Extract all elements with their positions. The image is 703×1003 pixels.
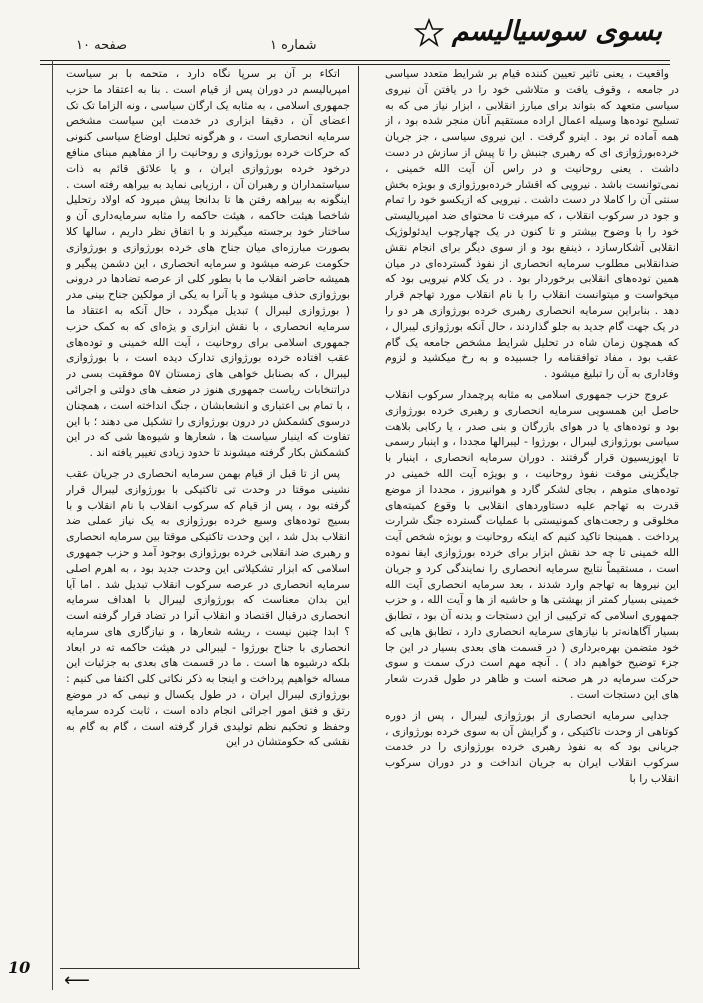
column-left	[66, 66, 350, 967]
column-right	[385, 66, 679, 967]
star-icon	[414, 18, 444, 48]
paragraph: عروج حزب جمهوری اسلامی به مثابه پرچمدار سرکوب انقلاب حاصل این همسویی سرمایه انحصاری و رهبری خرده بورژوازی بود و توده‌های یا در هوای بازرگان و بنی صدر ، یا رکابی بلاهت سیاسی بورژوازی لیبرال ، بورژوا - لیبرالها مجددا ، و اینبار رسمی تا اپوزیسیون قرار گرفتند . دوران سرمایه انحصاری ، اینبار با جایگزینی موقت نفوذ روحانیت ، و بویژه آیت الله خمینی در توده‌های متوهم ، بجای لشکر گارد و هوانیروز ، مجددا از موضع قدرت به تهاجم عليه دستاوردهای انقلابی با وقوع کمیته‌های مخلوقی و رجعت‌های کمونیستی با عملیات گسترده جنگ شرارت پرداخت . همینجا تاکید کنیم که اینکه روحانیت و بویژه شخص آیت الله خمینی تا چه حد نقش ابزار برای خرده بورژوازی ایفا نموده است ، مستقیماً نتایج سرمایه انحصاری را نمایندگی کرد و جریان این نیروها به تهاجم وارد شدند ، بعد سرمایه انحصاری آیت الله خمینی بسیار کمتر از بهشتی ها و حاشیه از ها و آیت الله ، و حزب جمهوری اسلامی که ترکیبی از این دستجات و بدنه آن بود ، تطابق بسیار آگاهانه‌تر با نیازهای سرمایه انحصاری دارد ، تطابق هایی که خود متضمن بهره‌برداری ( در قسمت های بعدی بسیار در این جا جزء توضیح خواهیم داد ) . آنچه مهم است درک سمت و سوی حرکت سرمایه در هر صحنه است و ظاهر در طول قدرت شعار های این دستجات است .	[385, 387, 679, 702]
paragraph: جدایی سرمایه انحصاری از بورژوازی لیبرال ، پس از دوره کوتاهی از وحدت تاکتیکی ، و گرایش آن به سوی خرده بورژوازی ، جریانی بود که به نفوذ رهبری خرده بورژوازی را در خدمت سرکوب انقلاب ایران به جریان انداخت و در دوران سرکوب انقلاب را با	[385, 708, 679, 786]
page-number: 10	[8, 958, 31, 977]
page-header	[40, 12, 670, 60]
paragraph: اتکاء بر آن بر سرپا نگاه دارد ، متحمه با بر سیاست امپریالیسم در دوران پس از قیام است . بنا به اعتقاد ما حزب جمهوری اسلامی ، به مثابه یک ارگان سیاسی ، ونه الزاما تک تک اعضای آن ، دقیقا ابزاری در خدمت این سیاست مشخص سرمایه انحصاری است ، و هرگونه تحلیل اوضاع سیاسی کنونی که حرکات خرده بورژوازی و روحانیت را از مفاهیم مبنای منافع درخود خرده بورژوازی ایران ، و یا علائق قائم به ذات سیاستمداران و رهبران آن ، ارزیابی نماید به بیراهه رفته است . اینگونه به بیراهه رفتن ها تا بدانجا پیش میرود که اولاد رتحلیل شاخصا هیئت حاکمه ، هیئت حاکمه را مثابه سرمایه‌داری آن و ساختار خود برجسته میگیرند و با اتفاق نظر داریم ، سالها کلا بصورت مبارزه‌ای میان جناح های خرده بورژوازی و بورژوازی حکومت عرضه میشود و سرمایه انحصاری ، این دشمن پیگیر و همیشه حاضر انقلاب ما با بطور کلی از عرصه تضادها در درونی بورژوازی حذف میشود و یا آنرا به یکی از مولکین جناح بینی مدر ( بورژوازی لیبرال ) تبدیل میگردد ، حال آنکه به اعتقاد ما سرمایه انحصاری ، با نقش ابزاری و یژه‌ای که به کمک حزب جمهوری اسلامی برای روحانیت ، آیت الله خمینی و توده‌های عقب افتاده خرده بورژوازی تدارک دیده است ، با بورژوازی لیبرال ، که بصنابل خواهی های زمستان ۵۷ موفقیت بسی در دراتنخابات ریاست جمهوری هنوز در ضعف های دولتی و اجرائی ، با تمام بی اعتباری و انشعابشان ، جنگ انداخته است ، همچنان درسوی کشمکش در درون بورژوازی را تشکیل می دهند ؛ با این تفاوت که اینبار سیاست ها ، شعارها و شیوه‌ها شی که در این کشمکش بکار گرفته میشوند تا حدود زیادی تغییر یافته اند .	[66, 67, 350, 460]
publication-logo: بسوی سوسیالیسم	[451, 16, 662, 47]
footer-rule	[60, 968, 360, 969]
header-rule-bottom	[40, 64, 670, 65]
margin-line	[52, 60, 53, 990]
paragraph: واقعیت ، یعنی تاثیر تعیین کننده قیام بر شرایط متعدد سیاسی در جامعه ، وقوف یافت و متلاشی خود را در یافتن آن نیروی سیاسی متعهد که بتواند برای مبارز انقلابی ، ابزار نیاز می که به تسلیح توده‌ها وسیله اعمال اراده مستقیم آنان منجر شده بود ، از همه آماده تر بود . اینرو گرفت . این نیروی سیاسی ، جز جریان خرده‌بورژوازی ای که رهبری جنبش را تا پیش از سازش در دست داشت . یعنی روحانیت و در راس آن آیت الله خمینی ، نمی‌توانست باشد . نیرویی که اقشار خرده‌بورژوازی و بویژه بخش سنتی آن را کاملا در دست داشت . نیرویی که ازیکسو خود را تمام و جود در سرکوب انقلاب ، که میرفت تا محتوای ضد امپریالیستی خود را با وضوح بیشتر و تا کنون در یک چهارچوب ایدئولوژیک انقلابی آشکارسازد ، ذینفع بود و از سوی دیگر برای انجام نقش ضدانقلابی مطلوب سرمایه انحصاری از نفوذ گسترده‌ای در میان همین توده‌های انقلابی برخوردار بود . در یک کلام نیرویی بود که میخواست و میتوانست انقلاب را با نام انقلاب مورد تهاجم قرار دهد . بنابراین سرمایه انحصاری رهبری خرده بورژوازی هر دو را در یک جهت گام جدید به جلو گذاردند ، حال آنکه بورژوازی لیبرال ، که همچون زمان شاه در تحلیل شرایط مشخص جامعه یک گام عقب بود ، مفاد توافقنامه را جسبیده و به رخ میکشید و لزوم وفاداری به آن را تبلیغ میشود .	[385, 67, 679, 381]
paragraph: پس از تا قبل از قیام بهمن سرمایه انحصاری در جریان عقب نشینی موقتا در وحدت تی تاکتیکی با بورژوازی لیبرال قرار گرفته بود ، پس از قیام که سرکوب انقلاب با نام انقلاب و با بسیج توده‌های وسیع خرده بورژوازی به یک نیاز عملی ضد انقلاب بدل شد ، این وحدت تاکتیکی موقتا بین سرمایه انحصاری و رهبری ضد انقلابی خرده بورژوازی بوجود آمد و حزب جمهوری اسلامی که ابزار تشکیلاتی این وحدت جدید بود ، به اهرم اصلی سرمایه انحصاری در عرصه سرکوب انقلاب تبدیل شد . اما آیا این بدان معناست که بورژوازی لیبرال با اهداف سرمایه انحصاری درقبال اقتصاد و انقلاب آنرا در تضاد قرار گرفته است ؟ ابدا چنین نیست ، ریشه شعارها ، و نیازگاری های سرمایه انحصاری با جناح بورژوا - لیبرالی در هیئت حاکمه ته در ابعاد بلکه درشیوه ها است . ما در قسمت های بعدی به جزئیات این مساله خواهیم پرداخت و اینجا به ذکر نکاتی کلی اکتفا می کنیم : بورژوازی لیبرال ایران ، در طول یکسال و نیمی که در موضع رتق و فتق امور اجرائی انجام داده است ، ثابت کرده سرمایه وحفظ و تحکیم نظم تولیدی قرار گرفته است ، گام به گام به نقشی که حکومتشان در این	[66, 466, 350, 749]
arrow-left-icon: ⟵	[64, 970, 90, 991]
page-label: صفحه ۱۰	[76, 38, 128, 53]
header-rule-top	[40, 60, 670, 61]
column-divider	[358, 66, 359, 968]
issue-number: شماره ۱	[270, 38, 317, 53]
